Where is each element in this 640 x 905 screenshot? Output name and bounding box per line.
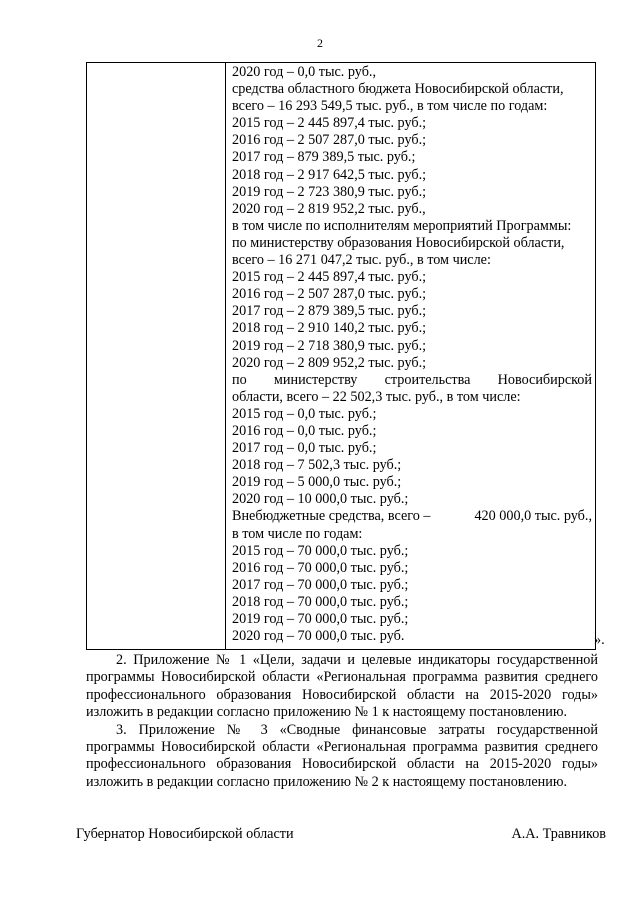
body-paragraphs [86,652,598,791]
table-line: 2020 год – 10 000,0 тыс. руб.; [232,491,409,508]
table-line: всего – 16 271 047,2 тыс. руб., в том числе: [232,252,491,269]
paragraph-3-line: профессионального образования Новосибирской области на 2015-2020 годы» [86,756,598,773]
table-line: области, всего – 22 502,3 тыс. руб., в том числе: [232,388,521,405]
table-line: 2017 год – 879 389,5 тыс. руб.; [232,149,416,166]
signature-block [76,826,606,843]
paragraph-2-line: программы Новосибирской области «Региональная программа развития среднего [86,669,598,686]
table-line: 2017 год – 70 000,0 тыс. руб.; [232,576,409,593]
table-line: 2015 год – 70 000,0 тыс. руб.; [232,542,409,559]
table-line: 2015 год – 2 445 897,4 тыс. руб.; [232,115,427,132]
paragraph-3-line: программы Новосибирской области «Региональная программа развития среднего [86,738,598,755]
table-line: 2018 год – 2 917 642,5 тыс. руб.; [232,166,427,183]
table-line: всего – 16 293 549,5 тыс. руб., в том числе по годам: [232,98,548,115]
page-number: 2 [317,36,323,50]
table-line: по министерству строительства Новосибирской [232,371,592,388]
table-line: 2020 год – 0,0 тыс. руб., [232,64,377,80]
table-line: 2017 год – 0,0 тыс. руб.; [232,440,377,457]
signatory-name: А.А. Травников [511,826,606,842]
paragraph-2-line: профессионального образования Новосибирской области на 2015-2020 годы» [86,686,598,703]
table-line: 2015 год – 0,0 тыс. руб.; [232,405,377,422]
closing-quote: ». [594,632,605,648]
table-line: 2016 год – 2 507 287,0 тыс. руб.; [232,132,427,149]
funding-table-content [232,64,592,645]
table-line: 2020 год – 2 819 952,2 тыс. руб., [232,200,426,217]
paragraph-3-line: изложить в редакции согласно приложению № 2 к настоящему постановлению. [86,773,568,790]
paragraph-2-line: изложить в редакции согласно приложению № 1 к настоящему постановлению. [86,704,568,721]
table-line: 2020 год – 70 000,0 тыс. руб. [232,628,405,645]
paragraph-2-line: 2. Приложение № 1 «Цели, задачи и целевые индикаторы государственной [116,652,598,668]
table-column-divider [225,62,226,650]
table-line: 2016 год – 0,0 тыс. руб.; [232,422,377,439]
table-line-extrabudget [232,508,592,525]
table-line: 2016 год – 70 000,0 тыс. руб.; [232,559,409,576]
extrabudget-label: Внебюджетные средства, всего – [232,508,431,525]
paragraph-3-line: 3. Приложение № 3 «Сводные финансовые затраты государственной [116,721,598,738]
extrabudget-amount: 420 000,0 тыс. руб., [474,508,592,525]
table-line: 2019 год – 70 000,0 тыс. руб.; [232,611,409,627]
table-line: 2019 год – 5 000,0 тыс. руб.; [232,474,402,491]
table-line: 2018 год – 70 000,0 тыс. руб.; [232,593,409,610]
table-line: 2020 год – 2 809 952,2 тыс. руб.; [232,354,427,371]
table-line: в том числе по годам: [232,525,363,542]
table-line: 2019 год – 2 723 380,9 тыс. руб.; [232,183,427,200]
table-line: 2019 год – 2 718 380,9 тыс. руб.; [232,337,427,354]
table-line: 2018 год – 7 502,3 тыс. руб.; [232,457,402,474]
signatory-position: Губернатор Новосибирской области [76,826,294,842]
table-line: средства областного бюджета Новосибирской области, [232,81,564,98]
table-line: в том числе по исполнителям мероприятий Программы: [232,217,572,234]
table-line: 2018 год – 2 910 140,2 тыс. руб.; [232,320,427,337]
table-line: 2017 год – 2 879 389,5 тыс. руб.; [232,303,427,320]
table-line: 2015 год – 2 445 897,4 тыс. руб.; [232,269,427,286]
table-line: по министерству образования Новосибирской области, [232,234,565,251]
table-line: 2016 год – 2 507 287,0 тыс. руб.; [232,286,427,303]
